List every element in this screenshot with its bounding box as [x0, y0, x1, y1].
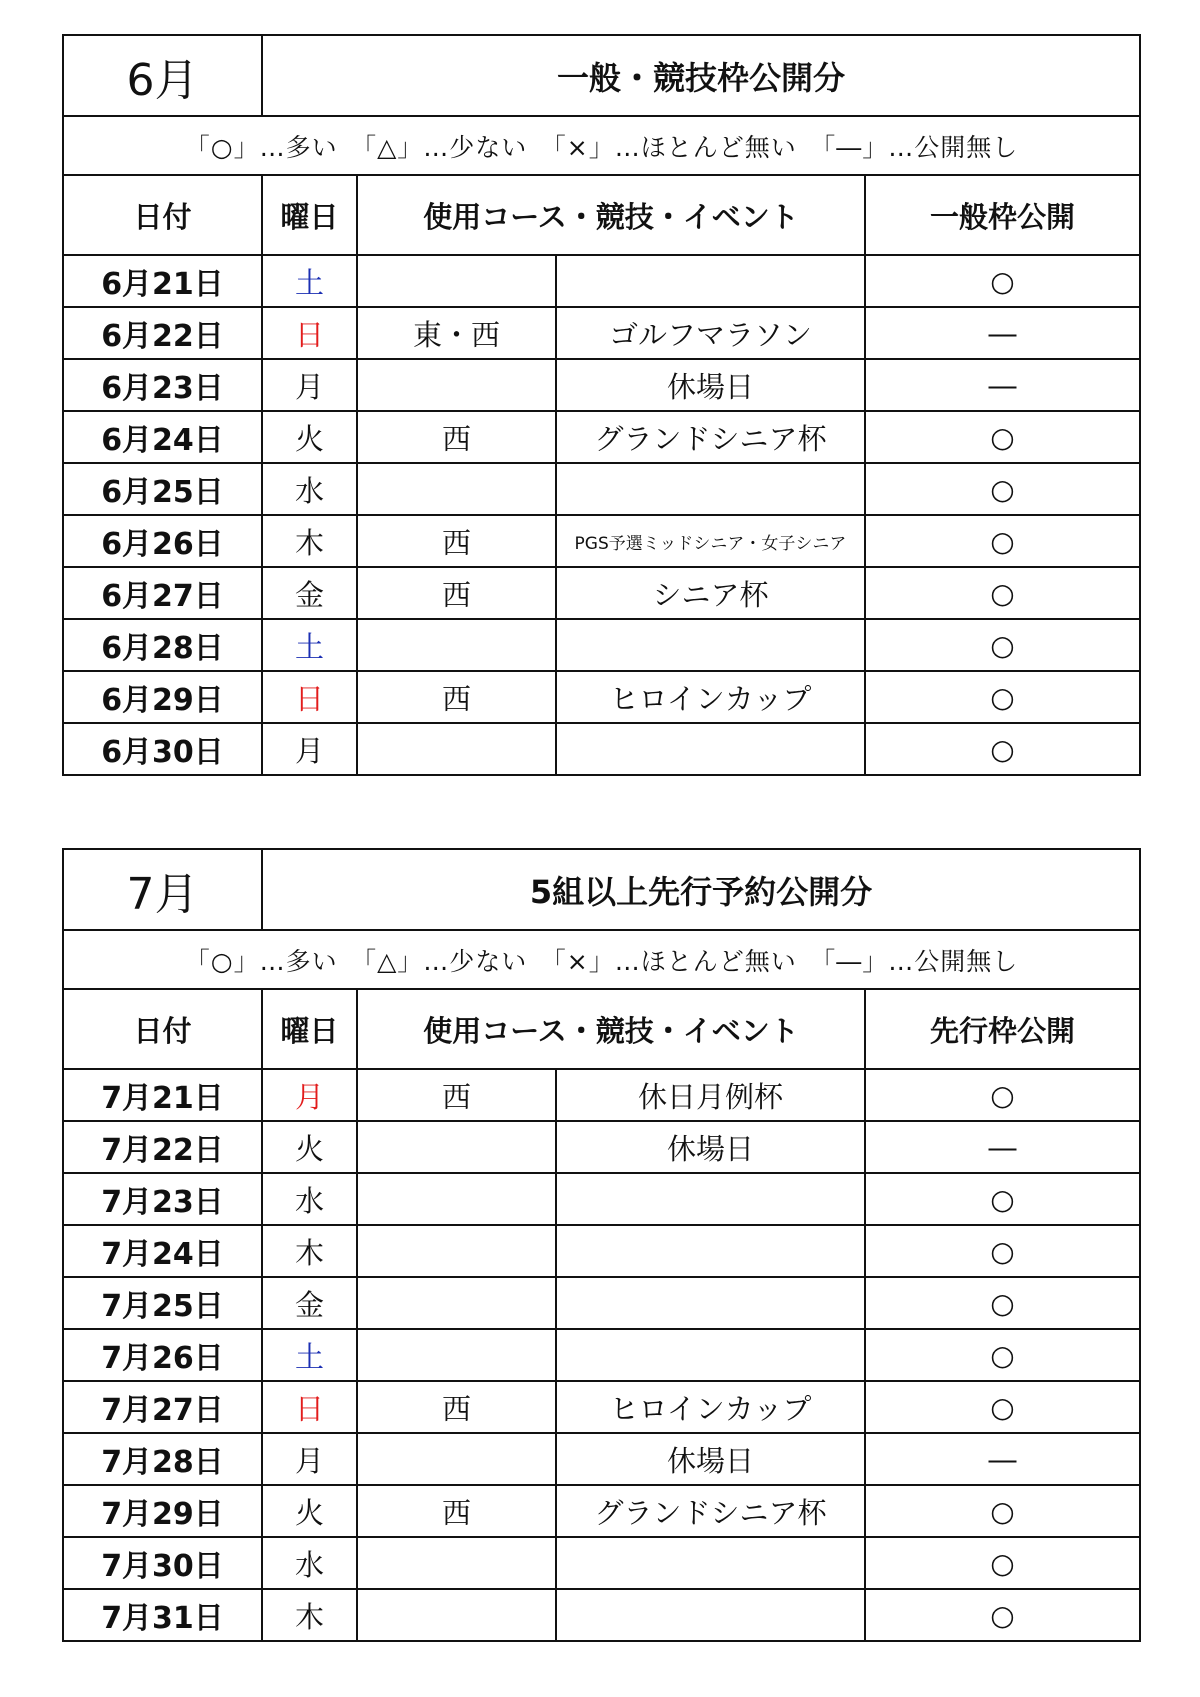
weekday-cell: 日: [262, 671, 357, 723]
course-cell: 西: [357, 1381, 556, 1433]
availability-mark: ○: [865, 619, 1140, 671]
weekday-cell: 月: [262, 723, 357, 775]
course-cell: [357, 1329, 556, 1381]
course-cell: [357, 463, 556, 515]
date-cell: 7月23日: [63, 1173, 262, 1225]
event-cell: [556, 723, 865, 775]
header-date: 日付: [63, 175, 262, 255]
event-cell: [556, 1329, 865, 1381]
table-row: [63, 1277, 1140, 1329]
weekday-cell: 月: [262, 1069, 357, 1121]
availability-mark: ○: [865, 1537, 1140, 1589]
availability-mark: ―: [865, 1121, 1140, 1173]
event-cell: 休日月例杯: [556, 1069, 865, 1121]
event-cell: [556, 1589, 865, 1641]
event-cell: [556, 1277, 865, 1329]
table-row: [63, 515, 1140, 567]
event-cell: 休場日: [556, 359, 865, 411]
weekday-cell: 木: [262, 1225, 357, 1277]
course-cell: [357, 359, 556, 411]
availability-mark: ○: [865, 1225, 1140, 1277]
event-cell: 休場日: [556, 1433, 865, 1485]
header-day: 曜日: [262, 989, 357, 1069]
month-label: 7月: [63, 849, 262, 930]
course-cell: [357, 1277, 556, 1329]
table-row: [63, 1173, 1140, 1225]
availability-mark: ○: [865, 1381, 1140, 1433]
date-cell: 6月26日: [63, 515, 262, 567]
legend: 「○」…多い 「△」…少ない 「×」…ほとんど無い 「―」…公開無し: [63, 930, 1140, 989]
date-cell: 7月26日: [63, 1329, 262, 1381]
weekday-cell: 木: [262, 515, 357, 567]
date-cell: 7月24日: [63, 1225, 262, 1277]
weekday-cell: 土: [262, 1329, 357, 1381]
date-cell: 7月21日: [63, 1069, 262, 1121]
weekday-cell: 土: [262, 619, 357, 671]
course-cell: [357, 1173, 556, 1225]
availability-mark: ○: [865, 1589, 1140, 1641]
date-cell: 7月29日: [63, 1485, 262, 1537]
event-cell: [556, 1173, 865, 1225]
event-cell: [556, 1537, 865, 1589]
course-cell: [357, 1225, 556, 1277]
section-title: 5組以上先行予約公開分: [262, 849, 1140, 930]
table-row: [63, 255, 1140, 307]
course-cell: 西: [357, 515, 556, 567]
availability-mark: ○: [865, 1485, 1140, 1537]
header-event: 使用コース・競技・イベント: [357, 175, 865, 255]
weekday-cell: 水: [262, 1537, 357, 1589]
availability-mark: ○: [865, 1329, 1140, 1381]
availability-mark: ○: [865, 567, 1140, 619]
june-table: [62, 34, 1141, 776]
availability-mark: ○: [865, 671, 1140, 723]
availability-mark: ○: [865, 515, 1140, 567]
weekday-cell: 金: [262, 567, 357, 619]
course-cell: 西: [357, 411, 556, 463]
weekday-cell: 日: [262, 1381, 357, 1433]
course-cell: [357, 1589, 556, 1641]
date-cell: 6月21日: [63, 255, 262, 307]
header-availability: 先行枠公開: [865, 989, 1140, 1069]
weekday-cell: 火: [262, 411, 357, 463]
course-cell: [357, 619, 556, 671]
event-cell: ヒロインカップ: [556, 671, 865, 723]
date-cell: 6月23日: [63, 359, 262, 411]
table-row: [63, 1329, 1140, 1381]
date-cell: 6月27日: [63, 567, 262, 619]
header-day: 曜日: [262, 175, 357, 255]
table-row: [63, 723, 1140, 775]
availability-mark: ○: [865, 411, 1140, 463]
course-cell: 西: [357, 1069, 556, 1121]
availability-mark: ―: [865, 1433, 1140, 1485]
date-cell: 6月28日: [63, 619, 262, 671]
course-cell: 西: [357, 671, 556, 723]
table-row: [63, 1121, 1140, 1173]
course-cell: [357, 1433, 556, 1485]
date-cell: 7月28日: [63, 1433, 262, 1485]
header-availability: 一般枠公開: [865, 175, 1140, 255]
table-row: [63, 411, 1140, 463]
table-row: [63, 1433, 1140, 1485]
event-cell: 休場日: [556, 1121, 865, 1173]
availability-mark: ―: [865, 307, 1140, 359]
table-row: [63, 1589, 1140, 1641]
date-cell: 6月22日: [63, 307, 262, 359]
july-schedule: [62, 848, 1139, 1642]
course-cell: [357, 1537, 556, 1589]
event-cell: [556, 463, 865, 515]
availability-mark: ○: [865, 463, 1140, 515]
event-cell: [556, 255, 865, 307]
course-cell: 西: [357, 1485, 556, 1537]
event-cell: [556, 619, 865, 671]
availability-mark: ○: [865, 723, 1140, 775]
weekday-cell: 土: [262, 255, 357, 307]
event-cell: [556, 1225, 865, 1277]
event-cell: ゴルフマラソン: [556, 307, 865, 359]
date-cell: 7月27日: [63, 1381, 262, 1433]
header-event: 使用コース・競技・イベント: [357, 989, 865, 1069]
event-cell: シニア杯: [556, 567, 865, 619]
june-schedule: [62, 34, 1139, 776]
availability-mark: ―: [865, 359, 1140, 411]
weekday-cell: 月: [262, 1433, 357, 1485]
table-row: [63, 619, 1140, 671]
availability-mark: ○: [865, 1277, 1140, 1329]
date-cell: 7月31日: [63, 1589, 262, 1641]
course-cell: [357, 255, 556, 307]
table-row: [63, 359, 1140, 411]
weekday-cell: 木: [262, 1589, 357, 1641]
weekday-cell: 日: [262, 307, 357, 359]
availability-mark: ○: [865, 255, 1140, 307]
weekday-cell: 火: [262, 1121, 357, 1173]
event-cell: グランドシニア杯: [556, 1485, 865, 1537]
date-cell: 7月22日: [63, 1121, 262, 1173]
weekday-cell: 水: [262, 1173, 357, 1225]
header-date: 日付: [63, 989, 262, 1069]
weekday-cell: 月: [262, 359, 357, 411]
event-cell: ヒロインカップ: [556, 1381, 865, 1433]
table-row: [63, 1069, 1140, 1121]
event-cell: PGS予選ミッドシニア・女子シニア: [556, 515, 865, 567]
course-cell: 西: [357, 567, 556, 619]
table-row: [63, 1381, 1140, 1433]
table-row: [63, 671, 1140, 723]
july-table: [62, 848, 1141, 1642]
table-row: [63, 567, 1140, 619]
weekday-cell: 火: [262, 1485, 357, 1537]
section-title: 一般・競技枠公開分: [262, 35, 1140, 116]
weekday-cell: 金: [262, 1277, 357, 1329]
event-cell: グランドシニア杯: [556, 411, 865, 463]
weekday-cell: 水: [262, 463, 357, 515]
availability-mark: ○: [865, 1069, 1140, 1121]
course-cell: 東・西: [357, 307, 556, 359]
table-row: [63, 463, 1140, 515]
course-cell: [357, 723, 556, 775]
date-cell: 6月30日: [63, 723, 262, 775]
availability-mark: ○: [865, 1173, 1140, 1225]
month-label: 6月: [63, 35, 262, 116]
table-row: [63, 1537, 1140, 1589]
date-cell: 6月25日: [63, 463, 262, 515]
date-cell: 6月29日: [63, 671, 262, 723]
table-row: [63, 1225, 1140, 1277]
date-cell: 6月24日: [63, 411, 262, 463]
table-row: [63, 1485, 1140, 1537]
date-cell: 7月30日: [63, 1537, 262, 1589]
legend: 「○」…多い 「△」…少ない 「×」…ほとんど無い 「―」…公開無し: [63, 116, 1140, 175]
table-row: [63, 307, 1140, 359]
date-cell: 7月25日: [63, 1277, 262, 1329]
course-cell: [357, 1121, 556, 1173]
